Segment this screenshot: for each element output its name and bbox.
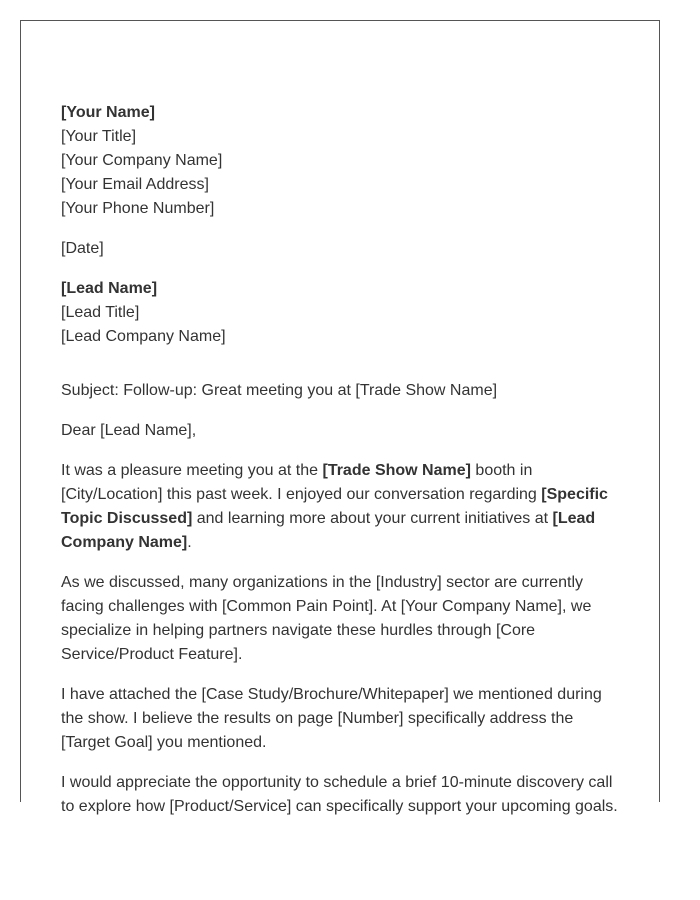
trade-show-name: [Trade Show Name] (322, 462, 471, 479)
paragraph-intro-text-2: booth in [City/Location] this past week. I enjoyed our conversation regarding (61, 462, 542, 503)
date-block (61, 237, 621, 261)
paragraph-intro-text-3: and learning more about your current initiatives at (192, 510, 553, 527)
sender-company: [Your Company Name] (61, 152, 223, 169)
sender-block (61, 101, 621, 221)
recipient-company: [Lead Company Name] (61, 328, 226, 345)
recipient-title: [Lead Title] (61, 304, 140, 321)
sender-name: [Your Name] (61, 104, 155, 121)
specific-topic: [Specific Topic Discussed] (61, 486, 608, 527)
lead-company-name: [Lead Company Name] (61, 510, 596, 551)
paragraph-call-request: I would appreciate the opportunity to schedule a brief 10-minute discovery call to explore how [Product/Service] can specifically support your upcoming goals. (61, 774, 618, 815)
salutation: Dear [Lead Name], (61, 422, 197, 439)
letter-date: [Date] (61, 240, 104, 257)
letter-page (20, 20, 660, 815)
recipient-block (61, 277, 621, 349)
paragraph-challenges: As we discussed, many organizations in the [Industry] sector are currently facing challenges with [Common Pain Point]. At [Your Company Name], we specialize in helping partners navigate these hurdles through [Core Service/Product Feature]. (61, 574, 592, 663)
recipient-name: [Lead Name] (61, 280, 158, 297)
subject-line: Subject: Follow-up: Great meeting you at [Trade Show Name] (61, 382, 498, 399)
paragraph-intro (61, 459, 621, 555)
letter-content (61, 101, 621, 819)
paragraph-attachment: I have attached the [Case Study/Brochure/Whitepaper] we mentioned during the show. I believe the results on page [Number] specifically address the [Target Goal] you mentioned. (61, 686, 602, 751)
sender-phone: [Your Phone Number] (61, 200, 215, 217)
paragraph-intro-text-1: It was a pleasure meeting you at the (61, 462, 323, 479)
paragraph-intro-text-4: . (187, 534, 192, 551)
sender-email: [Your Email Address] (61, 176, 209, 193)
sender-title: [Your Title] (61, 128, 137, 145)
